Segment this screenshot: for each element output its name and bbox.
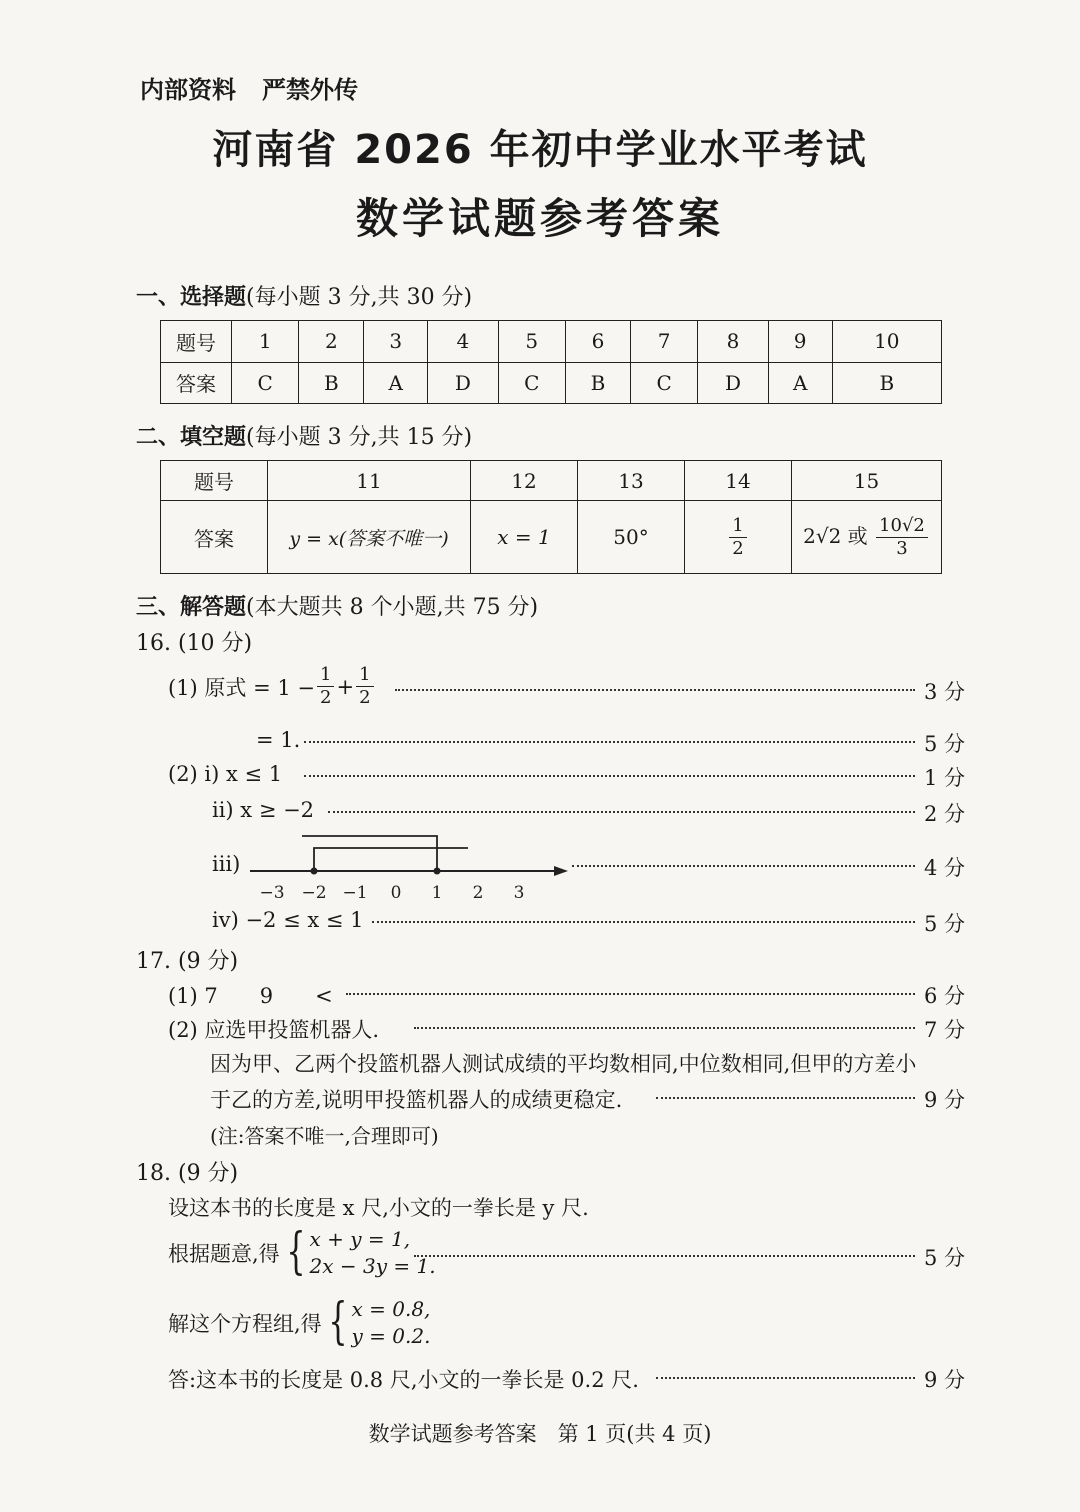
tick-label: 3: [513, 883, 525, 903]
section1-heading: [136, 280, 472, 311]
question-number: 7: [630, 321, 697, 363]
answer-cell: B: [566, 362, 631, 404]
equation-2: 2x − 3y = 1.: [309, 1254, 436, 1278]
fill-in-answer-table: [160, 460, 942, 574]
exam-title: 河南省 2026 年初中学业水平考试: [212, 127, 868, 173]
dot-leader: [304, 741, 915, 743]
axis-arrow: [554, 866, 568, 876]
score-label: 7 分: [924, 1018, 966, 1042]
closed-point-minus2: [311, 868, 318, 875]
answer-cell: D: [698, 362, 768, 404]
question-number: 1: [232, 321, 299, 363]
table-row-answers: [161, 362, 942, 404]
score-label: 1 分: [924, 766, 966, 790]
section3-title: 三、解答题: [136, 595, 247, 620]
answer-cell: C: [630, 362, 697, 404]
q16-part1-prefix: (1) 原式 = 1 −: [168, 675, 315, 700]
table-row-numbers: [161, 461, 942, 501]
numerator: 1: [729, 515, 746, 538]
answer-12: x = 1: [471, 501, 578, 574]
question-number: 13: [578, 461, 685, 501]
answer-cell: C: [232, 362, 299, 404]
multiple-choice-answer-table: [160, 320, 942, 404]
numerator: 1: [317, 664, 334, 687]
left-brace: {: [328, 1292, 348, 1350]
tick-label: 0: [390, 883, 402, 903]
q17-title: 17. (9 分): [136, 949, 239, 974]
denominator: 2: [359, 687, 371, 708]
answer-15-part1: 2√2 或: [803, 523, 868, 548]
q18-solution-system: [168, 1292, 431, 1350]
q17-note: (注:答案不唯一,合理即可): [210, 1124, 439, 1148]
score-label: 3 分: [924, 680, 966, 704]
equation-1: x + y = 1,: [309, 1227, 411, 1251]
score-label: 5 分: [924, 912, 966, 936]
question-number: 5: [498, 321, 565, 363]
left-brace: {: [286, 1222, 306, 1280]
row-label: 题号: [161, 321, 232, 363]
score-label: 9 分: [924, 1088, 966, 1112]
q18-solve-prefix: 解这个方程组,得: [168, 1312, 322, 1336]
q16-part2-iv: ⅳ) −2 ≤ x ≤ 1: [212, 908, 364, 932]
question-number: 3: [364, 321, 428, 363]
dot-leader: [414, 1255, 915, 1257]
q17-part1: (1) 7 9 <: [168, 984, 333, 1008]
dot-leader: [304, 775, 915, 777]
section2-note: (每小题 3 分,共 15 分): [246, 425, 473, 450]
q18-title: 18. (9 分): [136, 1161, 239, 1186]
denominator: 2: [320, 687, 332, 708]
numerator: 1: [356, 664, 373, 687]
q16-title: 16. (10 分): [136, 631, 253, 656]
question-number: 12: [471, 461, 578, 501]
fraction: [356, 664, 373, 709]
answer-13: 50°: [578, 501, 685, 574]
question-number: 4: [428, 321, 498, 363]
question-number: 9: [768, 321, 832, 363]
row-label: 答案: [161, 362, 232, 404]
tick-label: −2: [301, 883, 327, 903]
score-label: 9 分: [924, 1368, 966, 1392]
equation-stack: [352, 1296, 431, 1350]
closed-point-1: [434, 868, 441, 875]
section3-note: (本大题共 8 个小题,共 75 分): [246, 595, 539, 620]
denominator: 3: [896, 537, 908, 559]
tick-label: −3: [259, 883, 285, 903]
q16-part2-i: (2) ⅰ) x ≤ 1: [168, 762, 283, 786]
q16-part1-line: [168, 664, 376, 709]
table-row-numbers: [161, 321, 942, 363]
solution-x-le-1: [302, 836, 437, 871]
answer-cell: C: [498, 362, 565, 404]
dot-leader: [572, 865, 915, 867]
tick-label: 1: [431, 883, 443, 903]
q17-part2: (2) 应选甲投篮机器人.: [168, 1018, 380, 1042]
solution-x: x = 0.8,: [351, 1297, 431, 1321]
answer-15: [792, 501, 942, 574]
question-number: 11: [268, 461, 471, 501]
no-distribution-label: 严禁外传: [262, 76, 358, 104]
score-label: 6 分: [924, 984, 966, 1008]
number-line-diagram: [240, 826, 580, 906]
confidential-note: [140, 70, 358, 105]
dot-leader: [656, 1377, 915, 1379]
q16-part1-result: = 1.: [256, 728, 301, 752]
tick-label: −1: [342, 883, 368, 903]
question-number: 2: [299, 321, 364, 363]
score-label: 5 分: [924, 1246, 966, 1270]
equation-brace: [322, 1292, 431, 1350]
q18-equation-system: [168, 1222, 436, 1280]
equation-stack: [310, 1226, 436, 1280]
solution-y: y = 0.2.: [351, 1324, 431, 1348]
answer-14: [685, 501, 792, 574]
dot-leader: [346, 993, 915, 995]
tick-label: 2: [472, 883, 484, 903]
question-number: 10: [832, 321, 941, 363]
dot-leader: [328, 811, 915, 813]
plus-sign: +: [336, 674, 355, 699]
internal-material-label: 内部资料: [140, 76, 236, 104]
section1-note: (每小题 3 分,共 30 分): [246, 285, 473, 310]
row-label: 题号: [161, 461, 268, 501]
fraction: [317, 664, 334, 709]
dot-leader: [414, 1027, 915, 1029]
q18-setup-prefix: 根据题意,得: [168, 1242, 280, 1266]
q17-explanation-line2: 于乙的方差,说明甲投篮机器人的成绩更稳定.: [210, 1088, 623, 1112]
denominator: 2: [732, 537, 744, 559]
document-title: 数学试题参考答案: [355, 194, 724, 243]
answer-cell: B: [832, 362, 941, 404]
solution-x-ge-minus2: [314, 848, 468, 871]
fraction: [876, 515, 928, 560]
dot-leader: [372, 921, 915, 923]
q16-part2-ii: ⅱ) x ≥ −2: [212, 798, 315, 822]
answer-11: y = x(答案不唯一): [268, 501, 471, 574]
question-number: 8: [698, 321, 768, 363]
dot-leader: [656, 1097, 915, 1099]
score-label: 4 分: [924, 856, 966, 880]
section2-title: 二、填空题: [136, 425, 247, 450]
answer-cell: D: [428, 362, 498, 404]
answer-cell: A: [364, 362, 428, 404]
question-number: 14: [685, 461, 792, 501]
equation-brace: [280, 1222, 436, 1280]
question-number: 15: [792, 461, 942, 501]
q16-part2-iii: ⅲ): [212, 852, 241, 876]
fraction: [729, 515, 746, 560]
section3-heading: [136, 590, 538, 621]
table-row-answers: [161, 501, 942, 574]
q18-setup: 设这本书的长度是 x 尺,小文的一拳长是 y 尺.: [168, 1196, 589, 1220]
question-number: 6: [566, 321, 631, 363]
dot-leader: [395, 689, 915, 691]
section1-title: 一、选择题: [136, 285, 247, 310]
section2-heading: [136, 420, 472, 451]
answer-cell: B: [299, 362, 364, 404]
numerator: 10√2: [876, 515, 928, 538]
answer-cell: A: [768, 362, 832, 404]
row-label: 答案: [161, 501, 268, 574]
score-label: 2 分: [924, 802, 966, 826]
q18-answer: 答:这本书的长度是 0.8 尺,小文的一拳长是 0.2 尺.: [168, 1368, 639, 1392]
q17-explanation-line1: 因为甲、乙两个投篮机器人测试成绩的平均数相同,中位数相同,但甲的方差小: [210, 1052, 917, 1076]
score-label: 5 分: [924, 732, 966, 756]
page-footer: 数学试题参考答案 第 1 页(共 4 页): [368, 1422, 712, 1446]
